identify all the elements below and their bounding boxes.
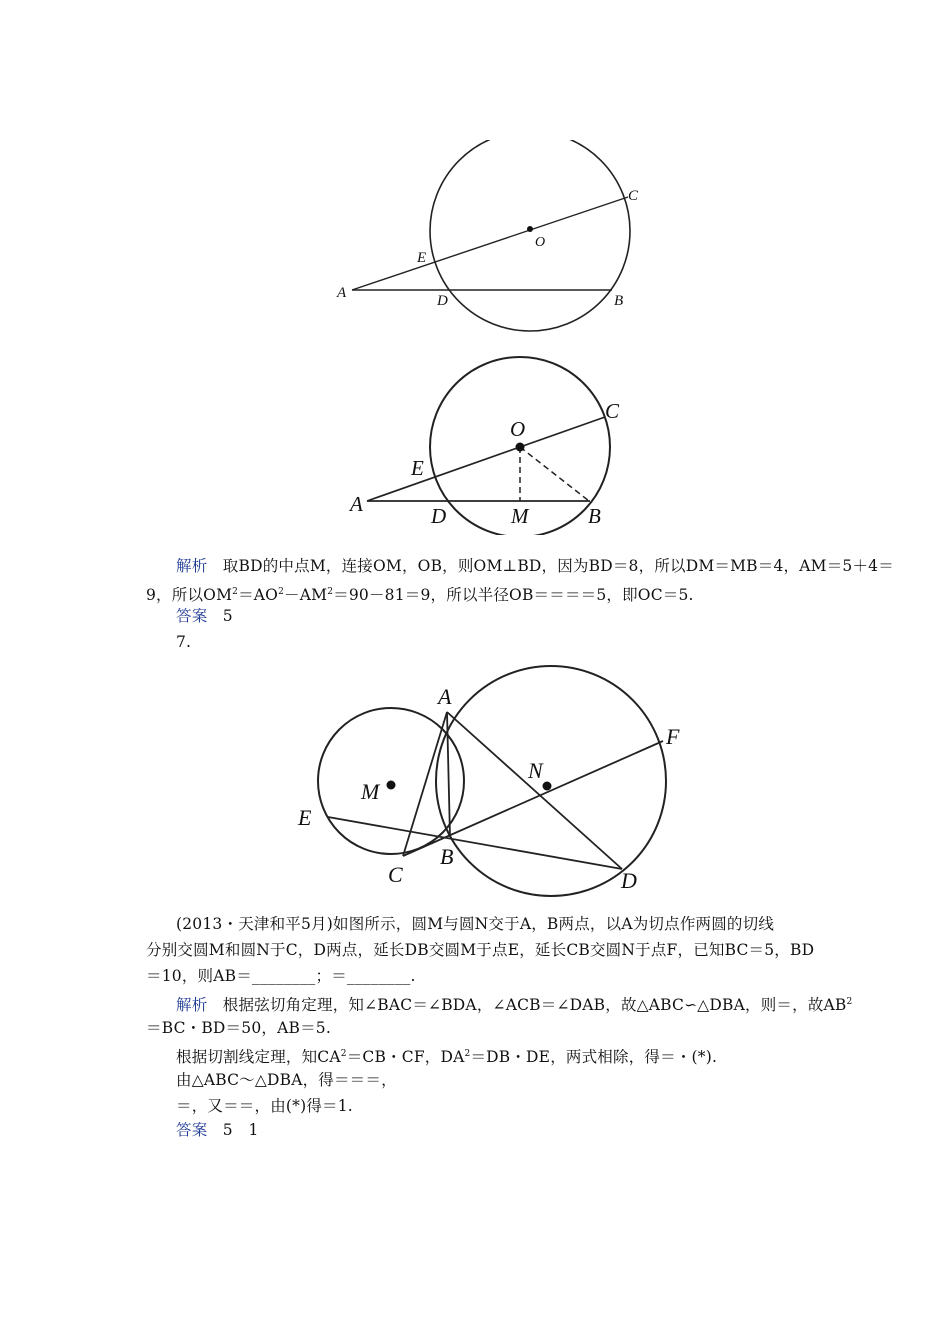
solution-6-text-1: 取BD的中点M，连接OM，OB，则OM⊥BD，因为BD＝8，所以DM＝MB＝4，AM＝5＋4＝ <box>222 557 894 575</box>
label-b: B <box>588 504 601 528</box>
solution-tag: 解析 <box>176 557 208 575</box>
figure-two-circles <box>0 655 950 900</box>
label-c: C <box>628 188 639 204</box>
answer-tag: 答案 <box>176 1121 208 1139</box>
label-m: M <box>511 504 529 528</box>
solution-6-line-2 <box>146 582 694 605</box>
solution-6-line-1 <box>176 556 894 576</box>
superscript: 2 <box>846 997 853 1007</box>
solution-7-text-3a: 根据切割线定理，知CA <box>176 1048 341 1066</box>
solution-6-text-2b: ＝AO <box>238 586 279 604</box>
solution-7-line-4: 由△ABC～△DBA，得＝＝＝， <box>176 1071 397 1089</box>
superscript: 2 <box>464 1049 471 1059</box>
solution-7-line-3 <box>176 1044 717 1067</box>
center-dot-n <box>543 782 552 791</box>
label-d: D <box>431 504 447 528</box>
label-e: E <box>411 456 424 480</box>
solution-7-line-1 <box>176 992 852 1015</box>
segment-ob-dashed <box>520 447 589 501</box>
label-d: D <box>621 868 637 893</box>
label-b: B <box>614 293 624 309</box>
solution-6-text-2a: 9，所以OM <box>146 586 233 604</box>
answer-tag: 答案 <box>176 607 208 625</box>
superscript: 2 <box>327 587 334 597</box>
segment-ac <box>367 417 605 501</box>
superscript: 2 <box>232 587 239 597</box>
solution-tag: 解析 <box>176 996 208 1014</box>
circle-o <box>430 140 630 331</box>
problem-7-text-3: ＝10，则AB＝________；＝________. <box>146 967 416 985</box>
solution-7-text-3b: ＝CB・CF，DA <box>346 1048 465 1066</box>
superscript: 2 <box>340 1049 347 1059</box>
answer-7-line <box>176 1120 259 1140</box>
solution-7-text-3c: ＝DB・DE，两式相除，得＝・(*). <box>470 1048 718 1066</box>
answer-6-line <box>176 606 233 626</box>
figure-circle-secant-1 <box>0 140 950 340</box>
label-n: N <box>528 758 543 783</box>
solution-6-text-2c: －AM <box>284 586 328 604</box>
solution-6-text-2d: ＝90－81＝9，所以半径OB＝＝＝＝5，即OC＝5. <box>333 586 694 604</box>
superscript: 2 <box>278 587 285 597</box>
center-dot-m <box>387 781 396 790</box>
solution-7-text-1: 根据弦切角定理，知∠BAC＝∠BDA，∠ACB＝∠DAB，故△ABC∽△DBA，则＝，故AB <box>222 996 847 1014</box>
segment-ac <box>352 197 628 290</box>
label-o: O <box>510 417 526 441</box>
label-c: C <box>605 399 620 423</box>
label-a: A <box>350 492 363 516</box>
label-o: O <box>535 235 546 250</box>
label-b: B <box>440 844 454 869</box>
center-dot-o <box>516 443 525 452</box>
circle-n <box>436 666 666 896</box>
label-f: F <box>666 724 680 749</box>
segment-ad <box>447 712 622 869</box>
problem-7-number: 7. <box>176 633 192 651</box>
answer-7-value: 5 1 <box>222 1121 259 1139</box>
solution-7-line-5: ＝，又＝＝，由(*)得＝1. <box>176 1097 353 1115</box>
label-e: E <box>298 805 312 830</box>
problem-7-text-1: (2013・天津和平5月)如图所示，圆M与圆N交于A，B两点，以A为切点作两圆的切线 <box>176 915 775 933</box>
label-e: E <box>417 250 427 266</box>
answer-6-value: 5 <box>222 607 233 625</box>
problem-7-text-2: 分别交圆M和圆N于C，D两点，延长DB交圆M于点E，延长CB交圆N于点F，已知BC＝5，BD <box>146 941 815 959</box>
label-d: D <box>437 293 448 309</box>
center-dot-o <box>527 226 533 232</box>
figure-circle-secant-2 <box>0 355 950 535</box>
label-c: C <box>388 862 403 887</box>
label-a: A <box>337 285 347 301</box>
solution-7-line-2: ＝BC・BD＝50，AB＝5. <box>146 1019 331 1037</box>
label-m: M <box>361 779 380 804</box>
label-a: A <box>438 684 452 709</box>
